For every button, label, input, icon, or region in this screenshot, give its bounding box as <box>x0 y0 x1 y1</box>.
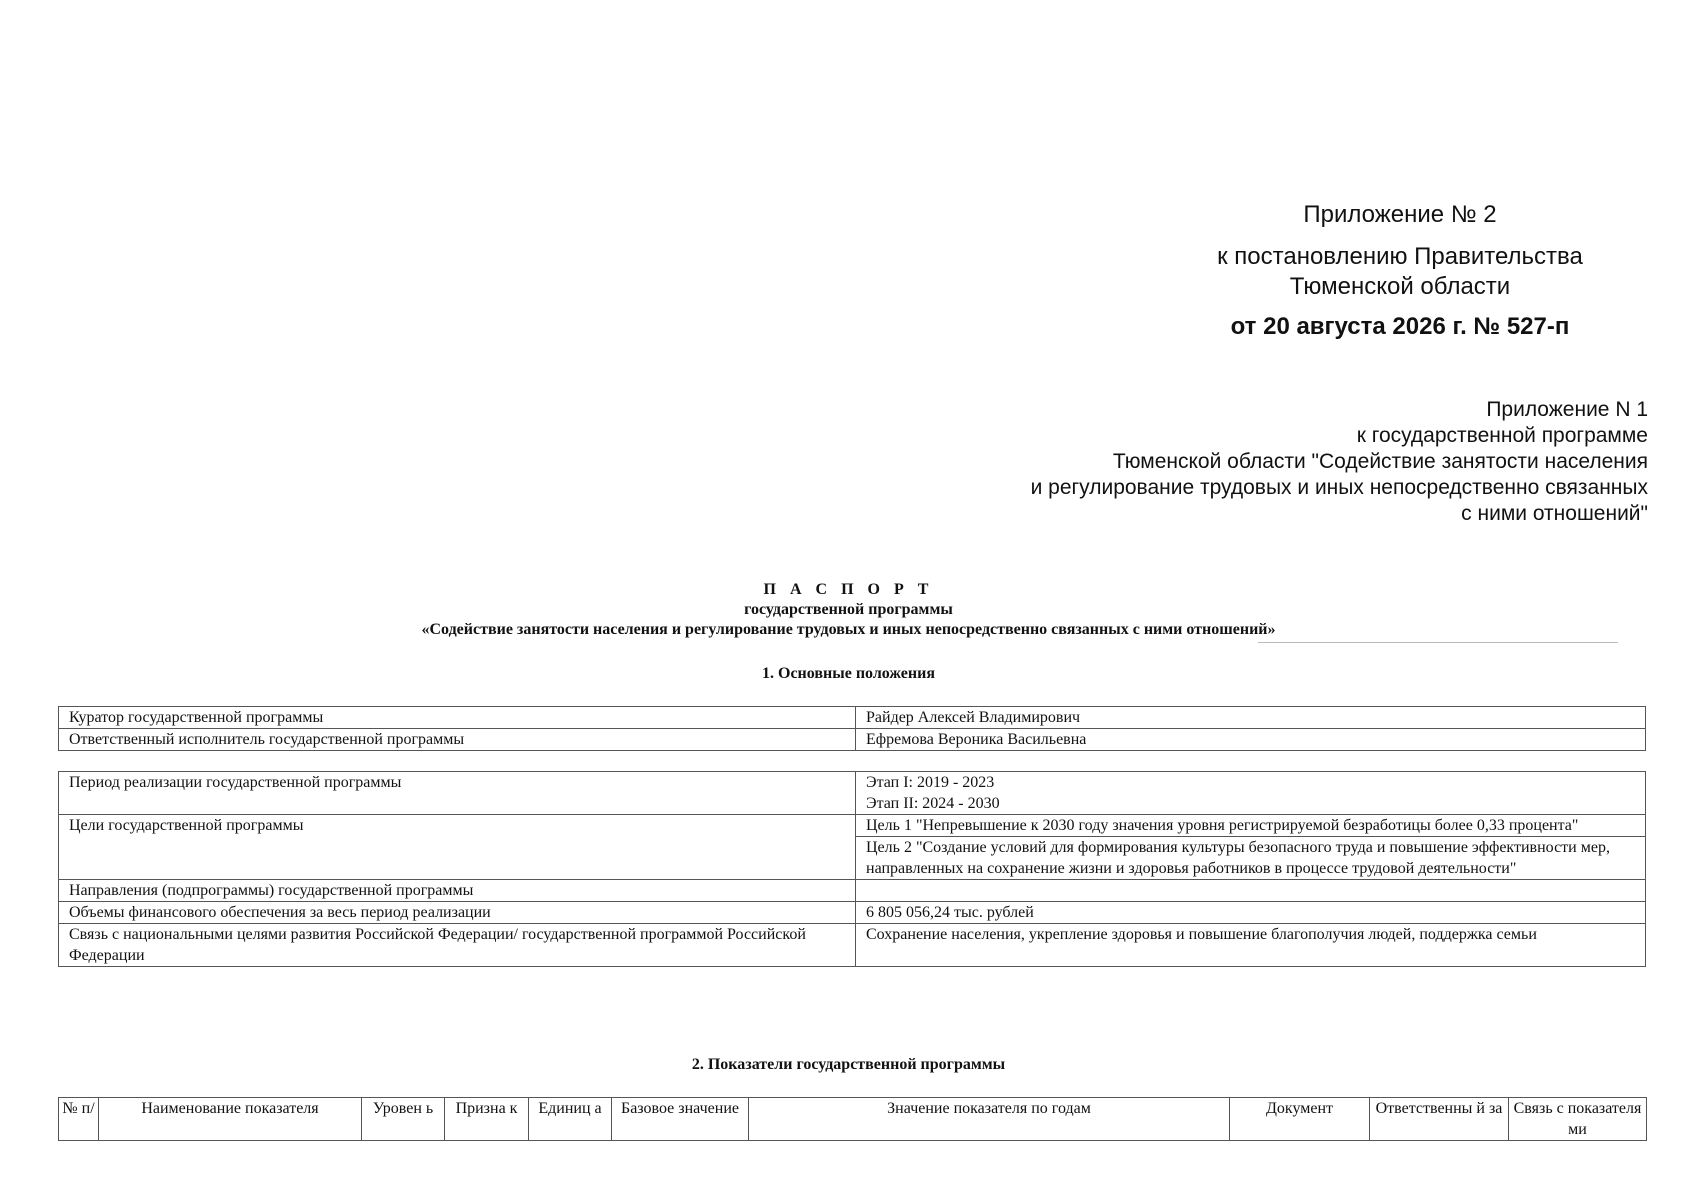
row-value: Райдер Алексей Владимирович <box>856 707 1646 729</box>
table-row <box>59 924 1646 967</box>
col-header-responsible: Ответственны й за <box>1370 1098 1509 1141</box>
passport-subtitle: государственной программы <box>744 601 953 618</box>
appendix-1-line: с ними отношений" <box>1461 502 1648 525</box>
appendix-1-line: и регулирование трудовых и иных непосредственно связанных <box>1030 476 1648 499</box>
col-header-link: Связь с показателями <box>1509 1098 1647 1141</box>
period-label: Период реализации государственной программы <box>59 772 856 815</box>
passport-heading <box>0 580 1697 640</box>
indicators-table <box>58 1097 1647 1141</box>
table-row <box>59 902 1646 924</box>
col-header-number: № п/ <box>59 1098 99 1141</box>
appendix-2-ref: к постановлению Правительства <box>1217 243 1583 270</box>
period-stage-1: Этап I: 2019 - 2023 <box>866 774 995 791</box>
section-1-title: 1. Основные положения <box>762 665 935 682</box>
col-header-document: Документ <box>1230 1098 1370 1141</box>
row-label: Куратор государственной программы <box>59 707 856 729</box>
table-row <box>59 880 1646 902</box>
appendix-1-header <box>848 397 1648 527</box>
appendix-1-line: Тюменской области "Содействие занятости населения <box>1112 450 1648 473</box>
main-provisions-table <box>58 771 1646 967</box>
passport-title: П А С П О Р Т <box>763 581 934 598</box>
period-stage-2: Этап II: 2024 - 2030 <box>866 795 1000 812</box>
table-row <box>59 707 1646 729</box>
curator-table <box>58 706 1646 751</box>
link-value: Сохранение населения, укрепление здоровья и повышение благополучия людей, поддержка семьи <box>856 924 1646 967</box>
appendix-2-date: от 20 августа 2026 г. № 527-п <box>1230 313 1570 340</box>
link-label: Связь с национальными целями развития Российской Федерации/ государственной программой Российской Федерации <box>59 924 856 967</box>
period-values <box>856 772 1646 815</box>
col-header-values-by-year: Значение показателя по годам <box>749 1098 1230 1141</box>
goals-label: Цели государственной программы <box>59 815 856 880</box>
col-header-base-value: Базовое значение <box>612 1098 749 1141</box>
passport-program-name: «Содействие занятости населения и регулирование трудовых и иных непосредственно связанных с ними отношений» <box>421 621 1276 638</box>
section-2-title: 2. Показатели государственной программы <box>691 1056 1006 1073</box>
goal-1: Цель 1 "Непревышение к 2030 году значения уровня регистрируемой безработицы более 0,33 процента" <box>856 815 1646 837</box>
appendix-1-line: к государственной программе <box>1356 424 1648 447</box>
col-header-attribute: Призна к <box>445 1098 529 1141</box>
signature-line <box>1258 642 1618 643</box>
finance-value: 6 805 056,24 тыс. рублей <box>856 902 1646 924</box>
directions-label: Направления (подпрограммы) государственной программы <box>59 880 856 902</box>
appendix-2-title: Приложение № 2 <box>1303 201 1497 228</box>
row-value: Ефремова Вероника Васильевна <box>856 729 1646 751</box>
table-row <box>59 815 1646 837</box>
appendix-1-line: Приложение N 1 <box>1486 398 1648 421</box>
finance-label: Объемы финансового обеспечения за весь период реализации <box>59 902 856 924</box>
goal-2: Цель 2 "Создание условий для формирования культуры безопасного труда и повышение эффективности мер, направленных на сохранение жизни и здоровья работников в процессе трудовой деятельности" <box>856 837 1646 880</box>
col-header-name: Наименование показателя <box>99 1098 362 1141</box>
table-row <box>59 729 1646 751</box>
table-header-row <box>59 1098 1647 1141</box>
appendix-2-region: Тюменской области <box>1289 273 1511 300</box>
col-header-unit: Единиц а <box>529 1098 612 1141</box>
appendix-2-header <box>1180 200 1620 342</box>
col-header-level: Уровен ь <box>362 1098 445 1141</box>
directions-value <box>856 880 1646 902</box>
table-row <box>59 772 1646 815</box>
row-label: Ответственный исполнитель государственной программы <box>59 729 856 751</box>
